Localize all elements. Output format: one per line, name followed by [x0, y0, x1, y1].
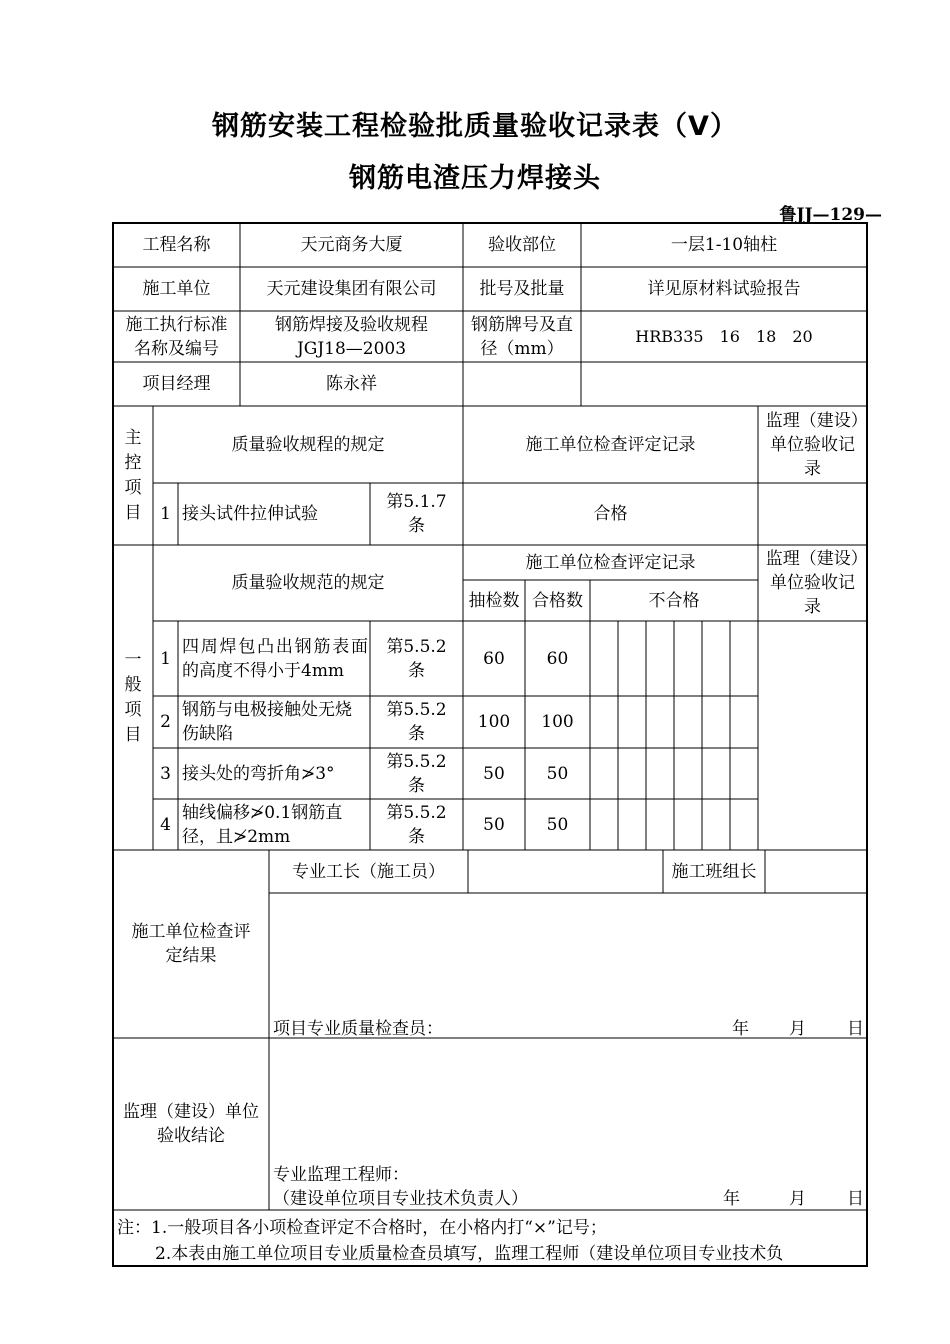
batch-value: 详见原材料试验报告 — [647, 279, 801, 299]
general-item-no: 4 — [160, 814, 171, 835]
general-item-no: 1 — [160, 648, 171, 669]
contractor-month: 月 — [789, 1019, 806, 1039]
fail-header: 不合格 — [648, 590, 700, 611]
general-item-no: 3 — [160, 763, 171, 784]
supervisor-month: 月 — [789, 1189, 806, 1209]
form-code: 鲁JJ—129— — [779, 205, 882, 225]
general-item-clause: 第5.5.2条 — [386, 751, 447, 796]
foreman-label: 专业工长（施工员） — [292, 861, 445, 882]
general-item-sample: 50 — [483, 763, 505, 784]
contractor-year: 年 — [732, 1019, 749, 1039]
note-line-2: 2.本表由施工单位项目专业质量检查员填写，监理工程师（建设单位项目专业技术负 — [155, 1244, 784, 1264]
general-spec-header: 质量验收规范的规定 — [231, 573, 385, 593]
general-item-clause: 第5.5.2条 — [386, 636, 447, 681]
manager-label: 项目经理 — [142, 374, 211, 394]
general-item-pass: 50 — [546, 814, 569, 835]
inspector-label: 项目专业质量检查员： — [273, 1019, 443, 1039]
form-subtitle: 钢筋电渣压力焊接头 — [349, 163, 601, 194]
contractor-day: 日 — [847, 1019, 864, 1039]
main-item-no: 1 — [160, 504, 171, 524]
sample-header: 抽检数 — [468, 590, 520, 611]
general-label-cell — [113, 545, 153, 850]
general-item-sample: 100 — [477, 712, 511, 732]
grade-label: 钢筋牌号及直径（mm） — [471, 314, 573, 359]
main-control-label-cell — [113, 406, 153, 545]
main-control-label: 主控项目 — [124, 427, 142, 523]
grade-value: HRB335 16 18 20 — [635, 326, 813, 346]
general-item-pass: 60 — [546, 648, 569, 669]
general-item-desc: 轴线偏移≯0.1钢筋直径，且≯2mm — [182, 802, 343, 847]
supervisor-day: 日 — [847, 1189, 864, 1209]
general-item-desc: 四周焊包凸出钢筋表面的高度不得小于4mm — [182, 636, 368, 681]
general-item-clause: 第5.5.2条 — [386, 700, 447, 744]
pass-header: 合格数 — [532, 590, 583, 611]
main-record-header: 施工单位检查评定记录 — [525, 434, 696, 455]
main-spec-header: 质量验收规程的规定 — [231, 434, 385, 455]
inspection-part-label: 验收部位 — [488, 235, 556, 255]
general-item-desc: 接头处的弯折角≯3° — [182, 763, 335, 784]
general-item-clause: 第5.5.2条 — [386, 802, 447, 847]
general-item-no: 2 — [160, 712, 171, 732]
contractor-value: 天元建设集团有限公司 — [266, 279, 437, 299]
contractor-label: 施工单位 — [142, 279, 211, 299]
standard-value: 钢筋焊接及验收规程JGJ18—2003 — [275, 314, 428, 359]
standard-label: 施工执行标准名称及编号 — [125, 314, 228, 359]
manager-value: 陈永祥 — [326, 374, 377, 394]
engineer-label: 专业监理工程师： — [273, 1165, 409, 1185]
form-title: 钢筋安装工程检验批质量验收记录表（V） — [212, 111, 738, 142]
project-name-value: 天元商务大厦 — [300, 235, 403, 255]
project-name-label: 工程名称 — [142, 235, 211, 255]
supervisor-result-label: 监理（建设）单位验收结论 — [123, 1102, 259, 1146]
supervisor-year: 年 — [723, 1189, 740, 1209]
general-item-desc: 钢筋与电极接触处无烧伤缺陷 — [182, 700, 352, 744]
main-item-result: 合格 — [593, 504, 628, 524]
main-item-clause: 第5.1.7条 — [386, 492, 447, 536]
general-item-pass: 100 — [541, 712, 574, 732]
general-record-header: 施工单位检查评定记录 — [525, 552, 696, 573]
general-item-sample: 50 — [483, 814, 505, 835]
inspection-part-value: 一层1-10轴柱 — [670, 235, 778, 255]
general-item-pass: 50 — [546, 763, 569, 784]
general-item-sample: 60 — [483, 648, 505, 669]
general-supervisor-header: 监理（建设）单位验收记录 — [765, 549, 860, 617]
batch-label: 批号及批量 — [479, 279, 565, 299]
general-label: 一般项目 — [124, 649, 142, 745]
main-supervisor-header: 监理（建设）单位验收记录 — [765, 410, 860, 479]
contractor-result-label: 施工单位检查评定结果 — [131, 922, 251, 966]
note-line-1: 注：1.一般项目各小项检查评定不合格时，在小格内打“×”记号； — [117, 1218, 607, 1238]
engineer-sub-label: （建设单位项目专业技术负责人） — [273, 1189, 528, 1209]
main-item-desc: 接头试件拉伸试验 — [182, 504, 318, 524]
team-leader-label: 施工班组长 — [671, 861, 757, 882]
